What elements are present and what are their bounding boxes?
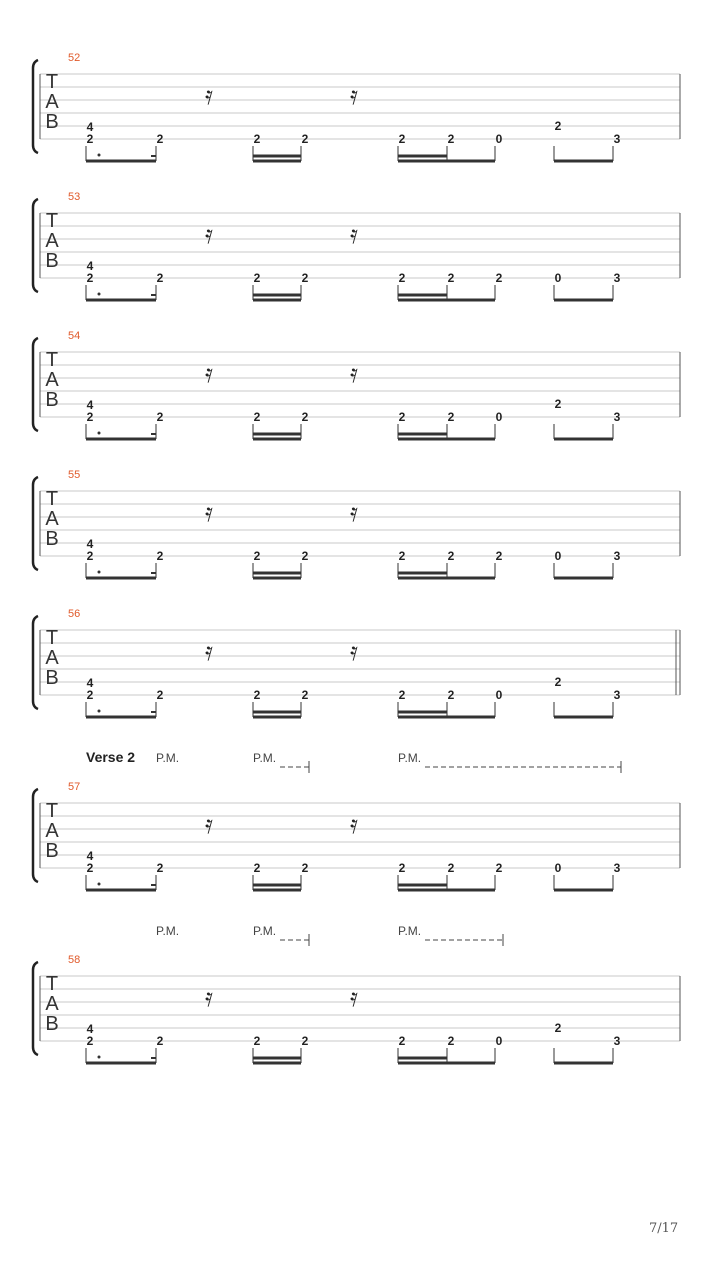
measure-number: 53 [68, 191, 81, 203]
measure-number: 54 [68, 330, 81, 342]
fret-number: 2 [447, 132, 455, 146]
fret-number: 3 [613, 549, 621, 563]
fret-number: 4 [86, 120, 94, 134]
fret-number: 2 [253, 688, 261, 702]
system-bracket [33, 338, 38, 431]
fret-number: 2 [447, 410, 455, 424]
fret-number: 2 [156, 132, 164, 146]
sixteenth-rest: 𝄿 [350, 359, 358, 389]
sixteenth-rest: 𝄿 [205, 81, 213, 111]
fret-number: 2 [398, 549, 406, 563]
fret-number: 2 [253, 410, 261, 424]
fret-number: 2 [156, 1034, 164, 1048]
fret-number: 2 [86, 861, 94, 875]
tab-clef-letter: A [45, 508, 59, 530]
tab-clef-letter: B [45, 1013, 59, 1035]
fret-number: 2 [447, 688, 455, 702]
measure-number: 58 [68, 954, 81, 966]
system-bracket [33, 60, 38, 153]
palm-mute-label: P.M. [253, 924, 277, 938]
fret-number: 2 [253, 1034, 261, 1048]
palm-mute-label: P.M. [398, 924, 422, 938]
fret-number: 0 [554, 271, 562, 285]
sixteenth-rest: 𝄿 [205, 983, 213, 1013]
tab-clef-letter: A [45, 91, 59, 113]
tab-clef-letter: A [45, 647, 59, 669]
fret-number: 3 [613, 688, 621, 702]
fret-number: 2 [398, 410, 406, 424]
fret-number: 4 [86, 1022, 94, 1036]
fret-number: 3 [613, 271, 621, 285]
tab-system [33, 191, 680, 300]
tab-clef-letter: A [45, 820, 59, 842]
fret-number: 4 [86, 398, 94, 412]
sixteenth-rest: 𝄿 [350, 983, 358, 1013]
system-bracket [33, 962, 38, 1055]
tab-clef-letter: B [45, 111, 59, 133]
fret-number: 3 [613, 132, 621, 146]
tab-clef-letter: T [45, 349, 59, 371]
sixteenth-rest: 𝄿 [205, 810, 213, 840]
fret-number: 2 [301, 271, 309, 285]
fret-number: 2 [554, 1021, 562, 1035]
fret-number: 2 [86, 132, 94, 146]
fret-number: 3 [613, 410, 621, 424]
fret-number: 0 [495, 410, 503, 424]
sixteenth-rest: 𝄿 [350, 81, 358, 111]
tab-clef-letter: T [45, 973, 59, 995]
measure-number: 55 [68, 469, 81, 481]
tab-system [33, 608, 680, 717]
fret-number: 4 [86, 676, 94, 690]
tab-clef-letter: B [45, 667, 59, 689]
palm-mute-label: P.M. [398, 751, 422, 765]
tab-clef-letter: T [45, 627, 59, 649]
fret-number: 2 [86, 688, 94, 702]
tab-clef-letter: T [45, 71, 59, 93]
measure-number: 56 [68, 608, 81, 620]
fret-number: 2 [495, 861, 503, 875]
dot [98, 432, 101, 435]
sixteenth-rest: 𝄿 [205, 220, 213, 250]
fret-number: 2 [301, 549, 309, 563]
fret-number: 4 [86, 537, 94, 551]
tab-system [33, 330, 680, 439]
fret-number: 2 [156, 688, 164, 702]
fret-number: 2 [554, 397, 562, 411]
fret-number: 3 [613, 861, 621, 875]
fret-number: 2 [86, 1034, 94, 1048]
tab-clef-letter: A [45, 230, 59, 252]
fret-number: 2 [301, 410, 309, 424]
measure-number: 57 [68, 781, 81, 793]
sixteenth-rest: 𝄿 [350, 498, 358, 528]
system-bracket [33, 789, 38, 882]
section-label: Verse 2 [86, 749, 136, 765]
fret-number: 0 [495, 688, 503, 702]
palm-mute-label: P.M. [156, 751, 180, 765]
sixteenth-rest: 𝄿 [350, 220, 358, 250]
sixteenth-rest: 𝄿 [205, 498, 213, 528]
fret-number: 2 [253, 861, 261, 875]
tab-clef-letter: A [45, 369, 59, 391]
fret-number: 2 [398, 271, 406, 285]
fret-number: 2 [301, 1034, 309, 1048]
fret-number: 2 [398, 1034, 406, 1048]
dot [98, 293, 101, 296]
tab-clef-letter: B [45, 528, 59, 550]
measure-number: 52 [68, 52, 81, 64]
fret-number: 0 [554, 549, 562, 563]
fret-number: 2 [86, 549, 94, 563]
fret-number: 2 [398, 688, 406, 702]
tab-system [33, 749, 680, 890]
fret-number: 2 [253, 132, 261, 146]
fret-number: 2 [156, 271, 164, 285]
dot [98, 1056, 101, 1059]
fret-number: 2 [301, 861, 309, 875]
fret-number: 2 [301, 688, 309, 702]
system-bracket [33, 616, 38, 709]
palm-mute-label: P.M. [156, 924, 180, 938]
fret-number: 0 [495, 1034, 503, 1048]
fret-number: 2 [253, 549, 261, 563]
tab-clef-letter: T [45, 488, 59, 510]
fret-number: 0 [554, 861, 562, 875]
fret-number: 4 [86, 849, 94, 863]
tab-clef-letter: A [45, 993, 59, 1015]
fret-number: 2 [447, 549, 455, 563]
fret-number: 0 [495, 132, 503, 146]
system-bracket [33, 477, 38, 570]
fret-number: 2 [398, 861, 406, 875]
fret-number: 2 [495, 271, 503, 285]
sixteenth-rest: 𝄿 [205, 637, 213, 667]
sixteenth-rest: 𝄿 [205, 359, 213, 389]
fret-number: 2 [156, 549, 164, 563]
fret-number: 2 [253, 271, 261, 285]
dot [98, 883, 101, 886]
tab-clef-letter: B [45, 840, 59, 862]
tab-system [33, 924, 680, 1063]
fret-number: 2 [554, 675, 562, 689]
dot [98, 571, 101, 574]
fret-number: 2 [156, 410, 164, 424]
fret-number: 2 [495, 549, 503, 563]
palm-mute-label: P.M. [253, 751, 277, 765]
tab-clef-letter: B [45, 250, 59, 272]
fret-number: 2 [86, 271, 94, 285]
sixteenth-rest: 𝄿 [350, 810, 358, 840]
page-number: 7/17 [649, 1221, 679, 1236]
fret-number: 2 [447, 861, 455, 875]
dot [98, 154, 101, 157]
fret-number: 2 [447, 1034, 455, 1048]
fret-number: 4 [86, 259, 94, 273]
tab-clef-letter: T [45, 210, 59, 232]
fret-number: 2 [301, 132, 309, 146]
system-bracket [33, 199, 38, 292]
dot [98, 710, 101, 713]
fret-number: 3 [613, 1034, 621, 1048]
tab-clef-letter: T [45, 800, 59, 822]
tab-system [33, 52, 680, 161]
fret-number: 2 [398, 132, 406, 146]
sixteenth-rest: 𝄿 [350, 637, 358, 667]
tab-system [33, 469, 680, 578]
fret-number: 2 [447, 271, 455, 285]
fret-number: 2 [554, 119, 562, 133]
fret-number: 2 [156, 861, 164, 875]
fret-number: 2 [86, 410, 94, 424]
tab-clef-letter: B [45, 389, 59, 411]
